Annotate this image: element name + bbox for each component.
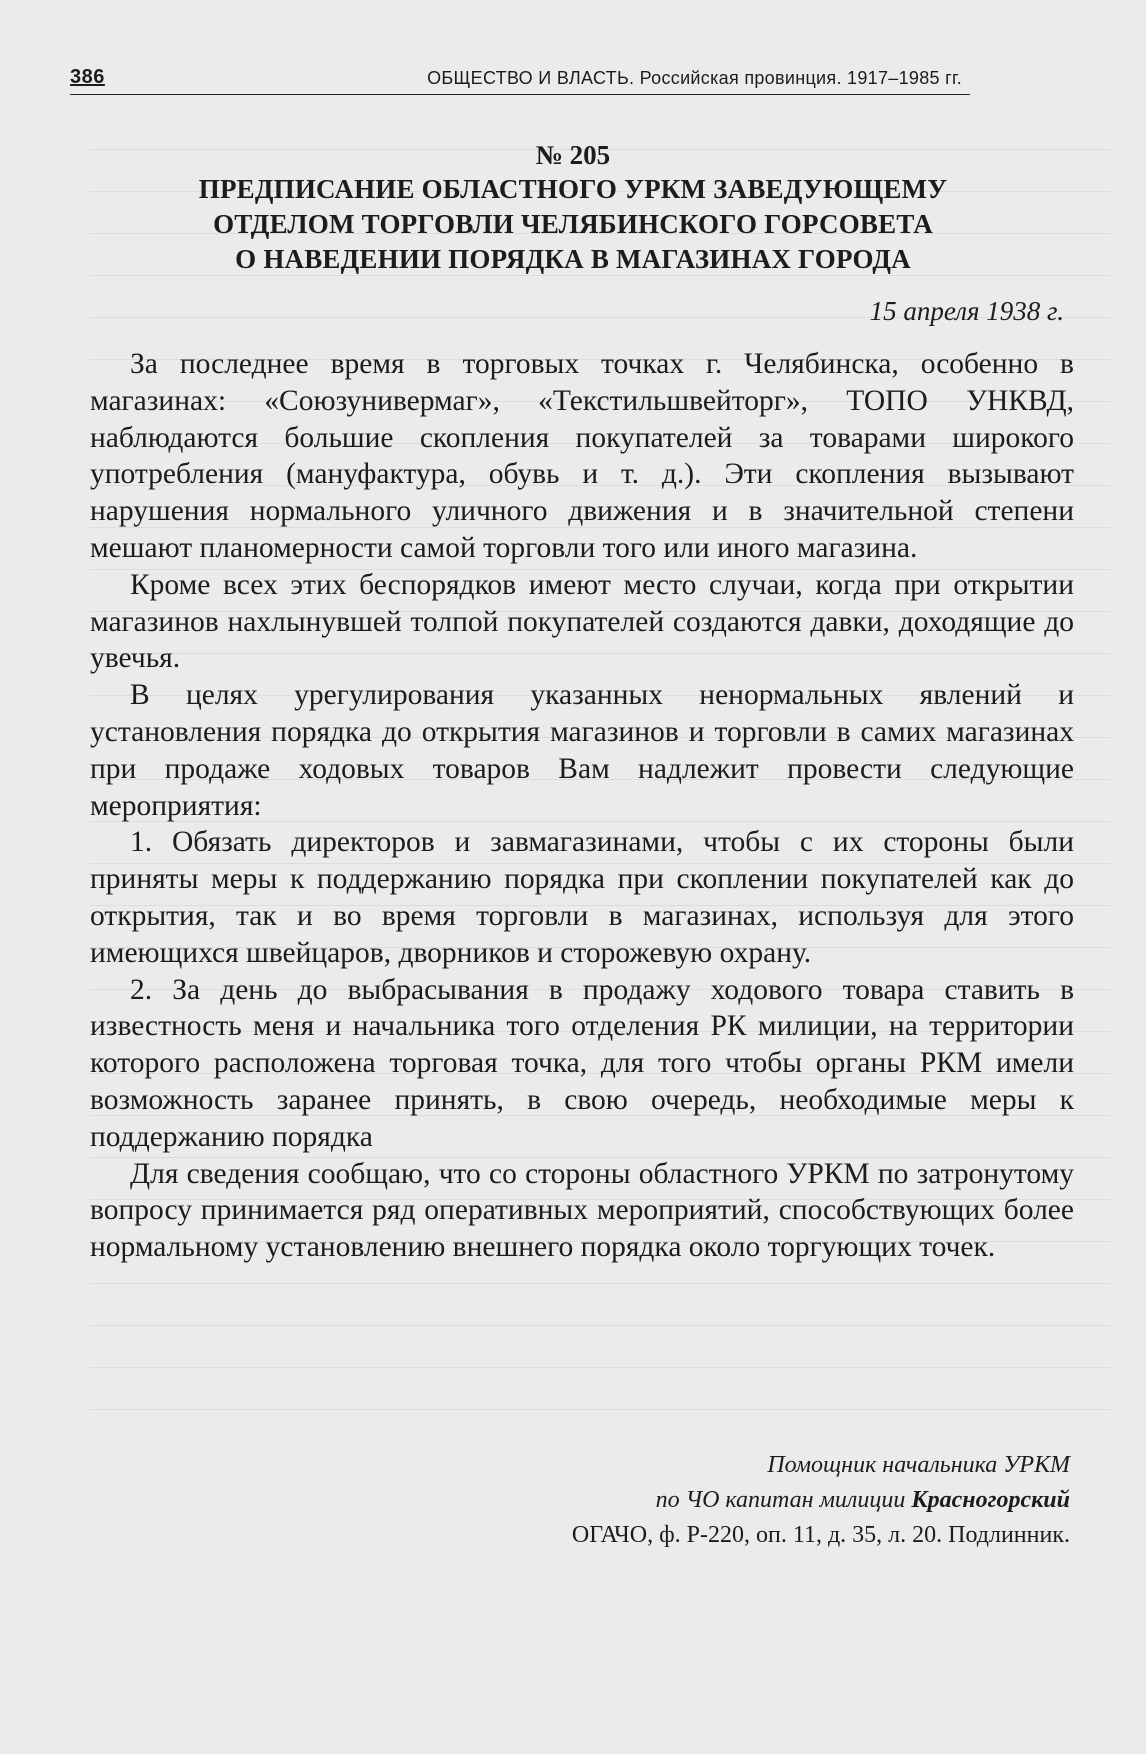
signer-name: Красногорский (911, 1487, 1070, 1513)
paragraph: В целях урегулирования указанных ненормальных явлений и установления порядка до открытия магазинов и торговли в самих магазинах при продаже ходовых товаров Вам надлежит провести следующие мероприятия: (90, 679, 1074, 822)
running-title: ОБЩЕСТВО И ВЛАСТЬ. Российская провинция. 1917–1985 гг. (427, 68, 962, 88)
signature-block (656, 1448, 1070, 1518)
title-line: ПРЕДПИСАНИЕ ОБЛАСТНОГО УРКМ ЗАВЕДУЮЩЕМУ (198, 174, 948, 204)
paragraph: За последнее время в торговых точках г. Челябинска, особенно в магазинах: «Союзунивермаг», «Текстильшвейторг», ТОПО УНКВД, наблюдаются большие скопления покупателей за товарами широкого употребления (мануфактура, обувь и т. д.). Эти скопления вызывают нарушения нормального уличного движения и в значительной степени мешают планомерности самой торговли того или иного магазина. (90, 348, 1074, 564)
signature-rank: по ЧО капитан милиции (655, 1487, 912, 1513)
document-date: 15 апреля 1938 г. (869, 296, 1064, 326)
paragraph: Для сведения сообщаю, что со стороны областного УРКМ по затронутому вопросу принимается ряд оперативных мероприятий, способствующих более нормальному установлению внешнего порядка около торгующих точек. (90, 1157, 1074, 1264)
signature-line (656, 1483, 1070, 1518)
signature-position: Помощник начальника УРКМ (767, 1452, 1070, 1478)
document-title (60, 172, 1086, 277)
paragraph: 1. Обязать директоров и завмагазинами, чтобы с их стороны были приняты меры к поддержанию порядка при скоплении покупателей как до открытия, так и во время торговли в магазинах, используя для этого имеющихся швейцаров, дворников и сторожевую охрану. (90, 826, 1074, 969)
page-number: 386 (70, 66, 105, 88)
title-line: О НАВЕДЕНИИ ПОРЯДКА В МАГАЗИНАХ ГОРОДА (235, 244, 911, 274)
title-line: ОТДЕЛОМ ТОРГОВЛИ ЧЕЛЯБИНСКОГО ГОРСОВЕТА (213, 209, 933, 239)
document-body (90, 346, 1074, 1266)
running-head (70, 64, 970, 95)
archive-reference: ОГАЧО, ф. Р-220, оп. 11, д. 35, л. 20. Подлинник. (571, 1522, 1070, 1548)
document-number: № 205 (535, 140, 611, 170)
paragraph: Кроме всех этих беспорядков имеют место случаи, когда при открытии магазинов нахлынувшей толпой покупателей создаются давки, доходящие до увечья. (90, 568, 1074, 675)
paragraph: 2. За день до выбрасывания в продажу ходового товара ставить в известность меня и начальника того отделения РК милиции, на территории которого расположена торговая точка, для того чтобы органы РКМ имели возможность заранее принять, в свою очередь, необходимые меры к поддержанию порядка (90, 973, 1074, 1153)
